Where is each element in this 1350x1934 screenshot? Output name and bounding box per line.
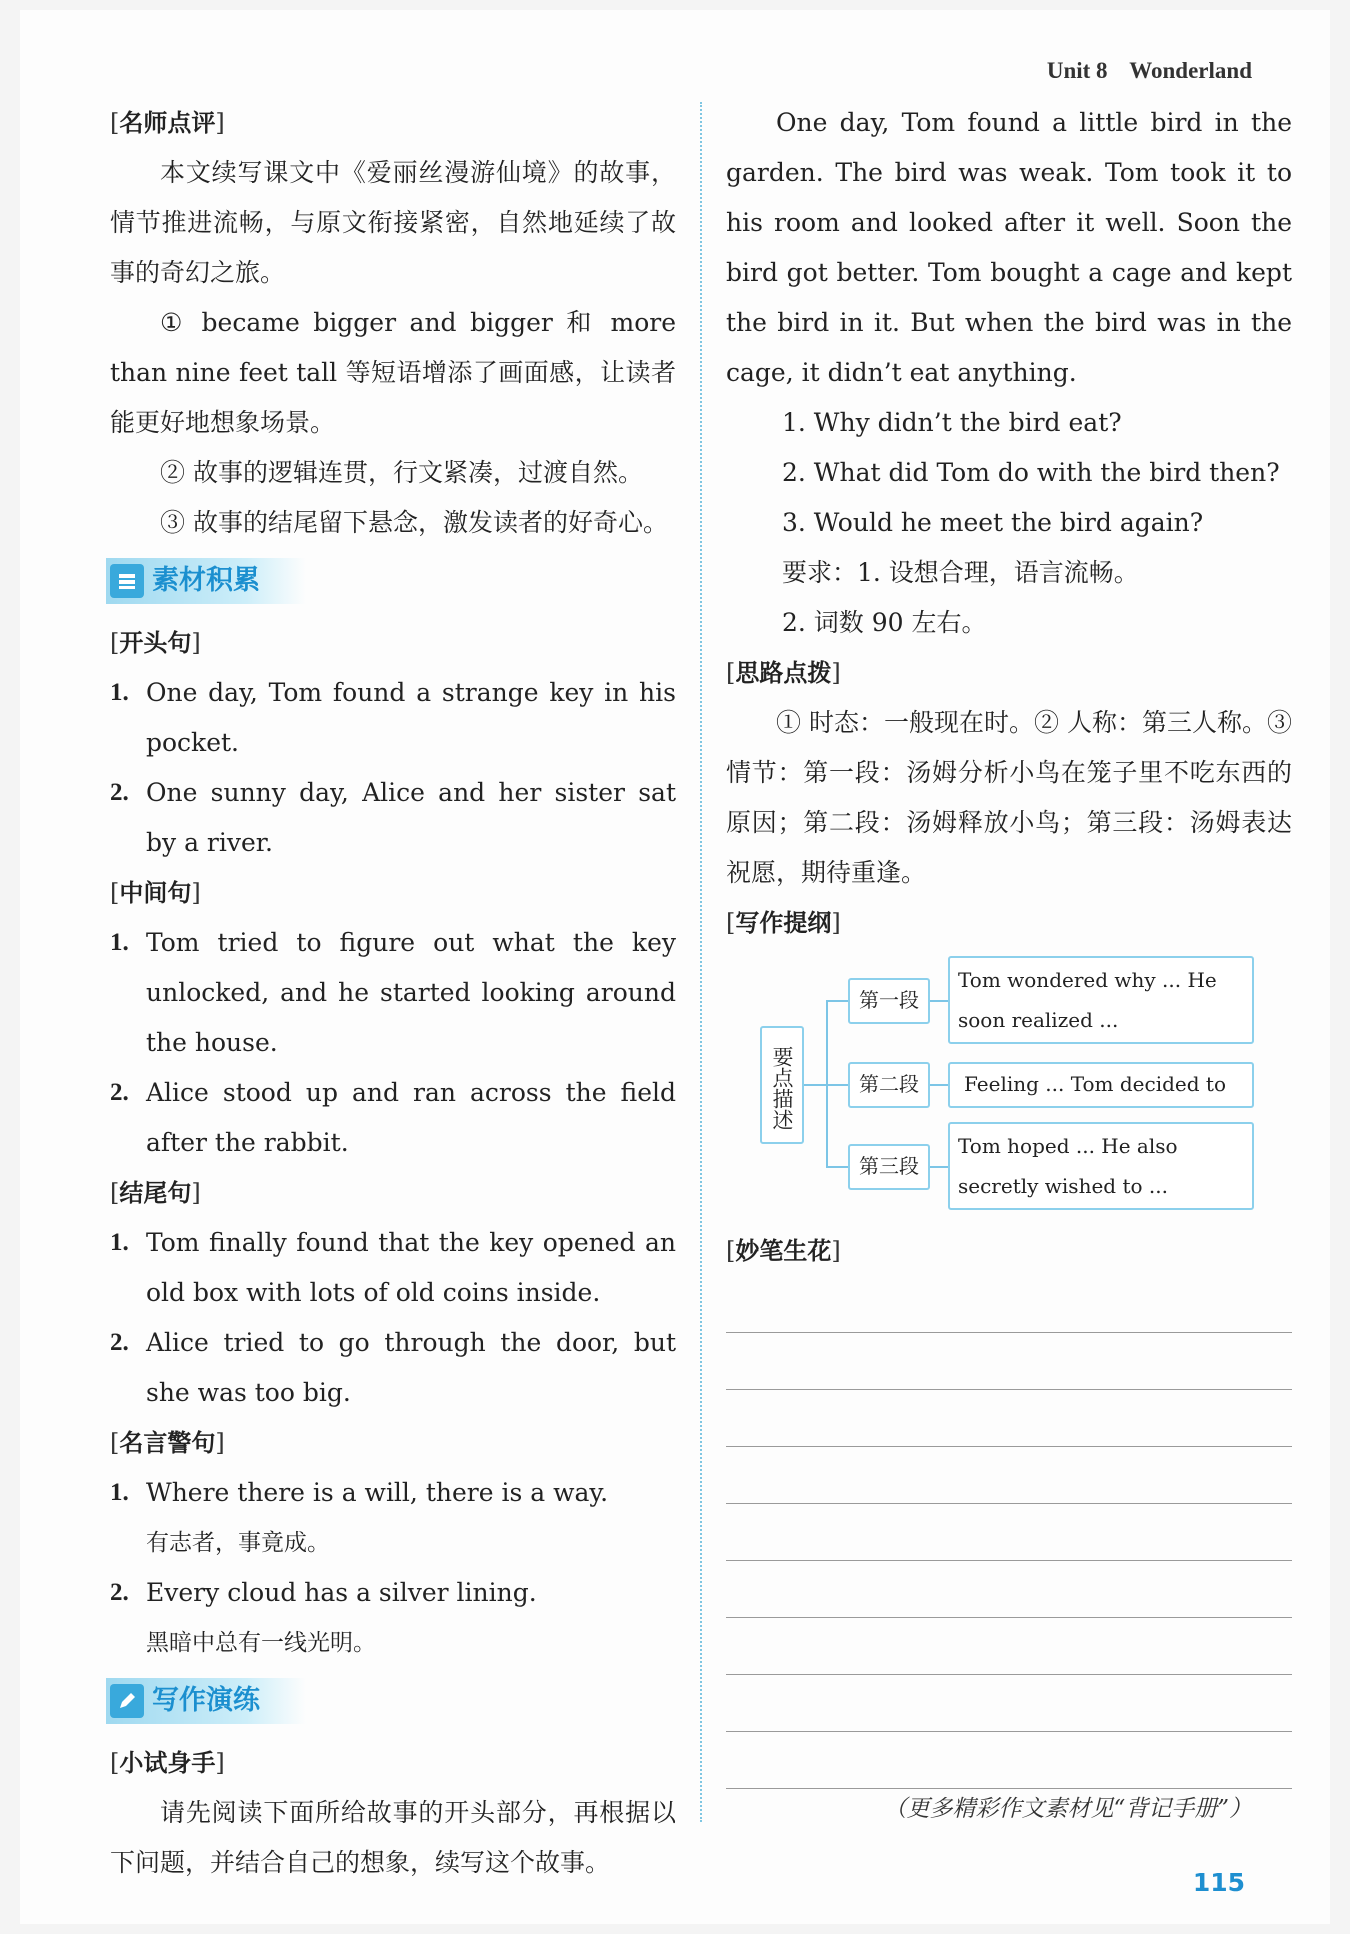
try-paragraph: 请先阅读下面所给故事的开头部分，再根据以下问题，并结合自己的想象，续写这个故事。 [110,1798,676,1877]
right-column [726,98,1292,1789]
list-item: 2. One sunny day, Alice and her sister sat by a river. [110,778,676,857]
requirement: 要求：1. 设想合理，语言流畅。 [782,558,1139,587]
tips-paragraph: ① 时态：一般现在时。② 人称：第三人称。③ 情节：第一段：汤姆分析小鸟在笼子里不吃东西的原因；第二段：汤姆释放小鸟；第三段：汤姆表达祝愿，期待重逢。 [726,708,1292,887]
writing-line[interactable] [726,1447,1292,1504]
list-item: 1. Tom tried to figure out what the key unlocked, and he started looking around the house. [110,928,676,1057]
outline-root: 要点描述 [760,1026,804,1144]
practice-banner [106,1678,306,1724]
unit-label: Unit 8 [1046,58,1108,83]
running-header [1047,58,1252,84]
tips-heading: [思路点拨] [726,659,841,687]
opening-heading: [开头句] [110,629,201,657]
material-banner [106,558,306,604]
connector [930,1000,948,1002]
writing-line[interactable] [726,1561,1292,1618]
outline-text: Tom hoped ... He also secretly wished to ... [948,1122,1254,1210]
writing-line[interactable] [726,1732,1292,1789]
outline-heading: [写作提纲] [726,909,841,937]
question: 3. Would he meet the bird again? [782,508,1204,537]
quotes-heading: [名言警句] [110,1429,225,1457]
requirement: 2. 词数 90 左右。 [782,608,987,637]
writing-line[interactable] [726,1675,1292,1732]
left-column [110,98,676,1888]
connector [826,1084,848,1086]
connector [930,1166,948,1168]
outline-label: 第一段 [848,978,930,1024]
question: 2. What did Tom do with the bird then? [782,458,1280,487]
connector [804,1084,826,1086]
connector [930,1084,948,1086]
list-item: 2. Alice stood up and ran across the field after the rabbit. [110,1078,676,1157]
middle-heading: [中间句] [110,879,201,907]
connector [826,1166,848,1168]
write-heading: [妙笔生花] [726,1237,841,1265]
outline-text: Feeling ... Tom decided to [948,1062,1254,1108]
connector [826,1000,848,1002]
comment-para: ① became bigger and bigger 和 more than nine feet tall 等短语增添了画面感，让读者能更好地想象场景。 [110,308,676,437]
try-heading: [小试身手] [110,1749,225,1777]
page [20,10,1330,1924]
list-item: 1. One day, Tom found a strange key in his pocket. [110,678,676,757]
list-item: 2. Alice tried to go through the door, but she was too big. [110,1328,676,1407]
list-item: 1. Where there is a will, there is a way. [110,1478,609,1507]
writing-area[interactable] [726,1276,1292,1789]
question: 1. Why didn’t the bird eat? [782,408,1122,437]
story-paragraph: One day, Tom found a little bird in the garden. The bird was weak. Tom took it to his room and looked after it well. Soon the bird got better. Tom bought a cage and kept the bird in it. But when the bird was in the cage, it didn’t eat anything. [726,108,1292,387]
banner-title: 写作演练 [152,1685,260,1716]
ending-heading: [结尾句] [110,1179,201,1207]
outline-label: 第三段 [848,1144,930,1190]
outline-mindmap [726,956,1292,1226]
column-divider [700,102,702,1822]
writing-line[interactable] [726,1618,1292,1675]
outline-text: Tom wondered why ... He soon realized ... [948,956,1254,1044]
books-icon [110,564,144,598]
comment-para: ② 故事的逻辑连贯，行文紧凑，过渡自然。 [160,458,643,487]
footnote: （更多精彩作文素材见“背记手册”） [883,1796,1252,1822]
list-item: 1. Tom finally found that the key opened an old box with lots of old coins inside. [110,1228,676,1307]
banner-title: 素材积累 [152,565,260,596]
unit-title: Wonderland [1129,58,1252,83]
list-item: 2. Every cloud has a silver lining. [110,1578,537,1607]
quote-translation: 有志者，事竟成。 [146,1530,330,1556]
page-number: 115 [1192,1868,1245,1897]
quote-translation: 黑暗中总有一线光明。 [146,1630,376,1656]
writing-line[interactable] [726,1333,1292,1390]
writing-line[interactable] [726,1504,1292,1561]
writing-line[interactable] [726,1276,1292,1333]
comment-para: 本文续写课文中《爱丽丝漫游仙境》的故事，情节推进流畅，与原文衔接紧密，自然地延续了故事的奇幻之旅。 [110,158,676,287]
pencil-icon [110,1684,144,1718]
writing-line[interactable] [726,1390,1292,1447]
comment-para: ③ 故事的结尾留下悬念，激发读者的好奇心。 [160,508,668,537]
comment-heading: [名师点评] [110,109,225,137]
outline-label: 第二段 [848,1062,930,1108]
